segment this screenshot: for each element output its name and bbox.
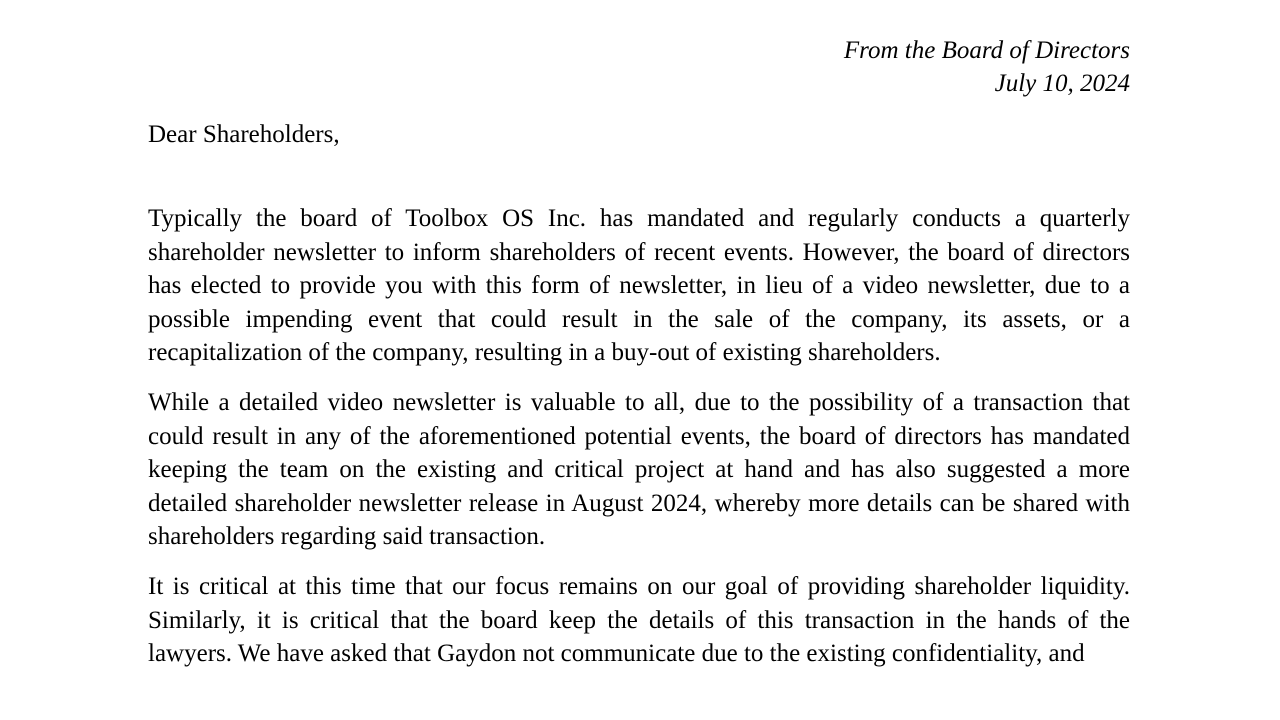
paragraph-3: It is critical at this time that our focus remains on our goal of providing shareholder liquidity. Similarly, it is critical that the board keep the details of this transaction in the hands of the lawyers. We have asked that Gaydon not communicate due to the existing confidentiality, and: [148, 573, 1130, 667]
paragraph-1: Typically the board of Toolbox OS Inc. has mandated and regularly conducts a quarterly shareholder newsletter to inform shareholders of recent events. However, the board of directors has elected to provide you with this form of newsletter, in lieu of a video newsletter, due to a possible impending event that could result in the sale of the company, its assets, or a recapitalization of the company, resulting in a buy-out of existing shareholders.: [148, 205, 1130, 366]
letter-body: [148, 202, 1130, 687]
paragraph-2: While a detailed video newsletter is valuable to all, due to the possibility of a transaction that could result in any of the aforementioned potential events, the board of directors has mandated keeping the team on the existing and critical project at hand and has also suggested a more detailed shareholder newsletter release in August 2024, whereby more details can be shared with shareholders regarding said transaction.: [148, 389, 1130, 550]
letter-date: July 10, 2024: [994, 70, 1130, 97]
salutation: Dear Shareholders,: [148, 121, 340, 148]
letter-header: [844, 34, 1130, 100]
letter-from: From the Board of Directors: [843, 37, 1130, 64]
